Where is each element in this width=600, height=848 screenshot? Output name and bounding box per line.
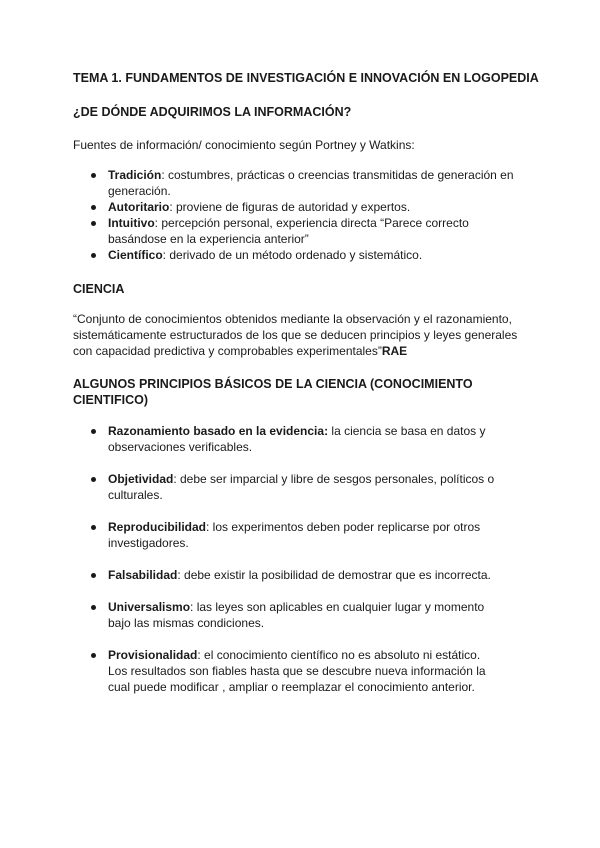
list-item-text: la ciencia se basa en datos y observaciones verificables.	[108, 424, 486, 454]
list-item-text: : debe existir la posibilidad de demostrar que es incorrecta.	[177, 568, 491, 582]
list-item-text: : proviene de figuras de autoridad y expertos.	[169, 200, 411, 214]
list-item-text: : debe ser imparcial y libre de sesgos personales, políticos o culturales.	[108, 472, 495, 502]
ciencia-definition	[73, 311, 525, 359]
list-item-term: Razonamiento basado en la evidencia:	[108, 424, 329, 438]
list-item	[73, 599, 498, 631]
fuentes-list	[73, 167, 533, 263]
list-item-term: Autoritario	[108, 200, 170, 214]
list-item	[73, 199, 533, 215]
definition-quote: “Conjunto de conocimientos obtenidos mediante la observación y el razonamiento, sistemáticamente estructurados de los que se deducen principios y leyes generales con capacidad predictiva y comprobables experimentales”	[73, 312, 518, 358]
list-item	[73, 647, 498, 695]
section-heading-informacion: ¿DE DÓNDE ADQUIRIMOS LA INFORMACIÓN?	[73, 105, 352, 119]
list-item	[73, 471, 498, 503]
list-item-text: : las leyes son aplicables en cualquier lugar y momento bajo las mismas condiciones.	[108, 600, 485, 630]
document-title: TEMA 1. FUNDAMENTOS DE INVESTIGACIÓN E INNOVACIÓN EN LOGOPEDIA	[73, 71, 539, 85]
section-heading-principios: ALGUNOS PRINCIPIOS BÁSICOS DE LA CIENCIA (CONOCIMIENTO CIENTIFICO)	[73, 377, 473, 407]
list-item-term: Falsabilidad	[108, 568, 178, 582]
list-item-text: : los experimentos deben poder replicarse por otros investigadores.	[108, 520, 481, 550]
list-item	[73, 519, 498, 551]
list-item	[73, 167, 533, 199]
principios-list	[73, 423, 498, 711]
list-item	[73, 567, 498, 583]
list-item-term: Intuitivo	[108, 216, 155, 230]
list-item-term: Científico	[108, 248, 163, 262]
list-item-text: : percepción personal, experiencia directa “Parece correcto basándose en la experiencia anterior”	[108, 216, 469, 246]
list-item	[73, 215, 533, 247]
list-item-term: Tradición	[108, 168, 162, 182]
list-item-term: Provisionalidad	[108, 648, 198, 662]
list-item-term: Reproducibilidad	[108, 520, 207, 534]
list-item	[73, 247, 533, 263]
list-item-term: Objetividad	[108, 472, 174, 486]
list-item-term: Universalismo	[108, 600, 191, 614]
list-item	[73, 423, 498, 455]
definition-source: RAE	[381, 344, 408, 358]
list-item-text: : derivado de un método ordenado y sistemático.	[162, 248, 423, 262]
list-item-text: : el conocimiento científico no es absoluto ni estático. Los resultados son fiables hasta que se descubre nueva información la cual puede modificar , ampliar o reemplazar el conocimiento anterior.	[108, 648, 486, 694]
section-heading-ciencia: CIENCIA	[73, 282, 125, 296]
section-intro: Fuentes de información/ conocimiento según Portney y Watkins:	[73, 138, 415, 152]
list-item-text: : costumbres, prácticas o creencias transmitidas de generación en generación.	[108, 168, 514, 198]
